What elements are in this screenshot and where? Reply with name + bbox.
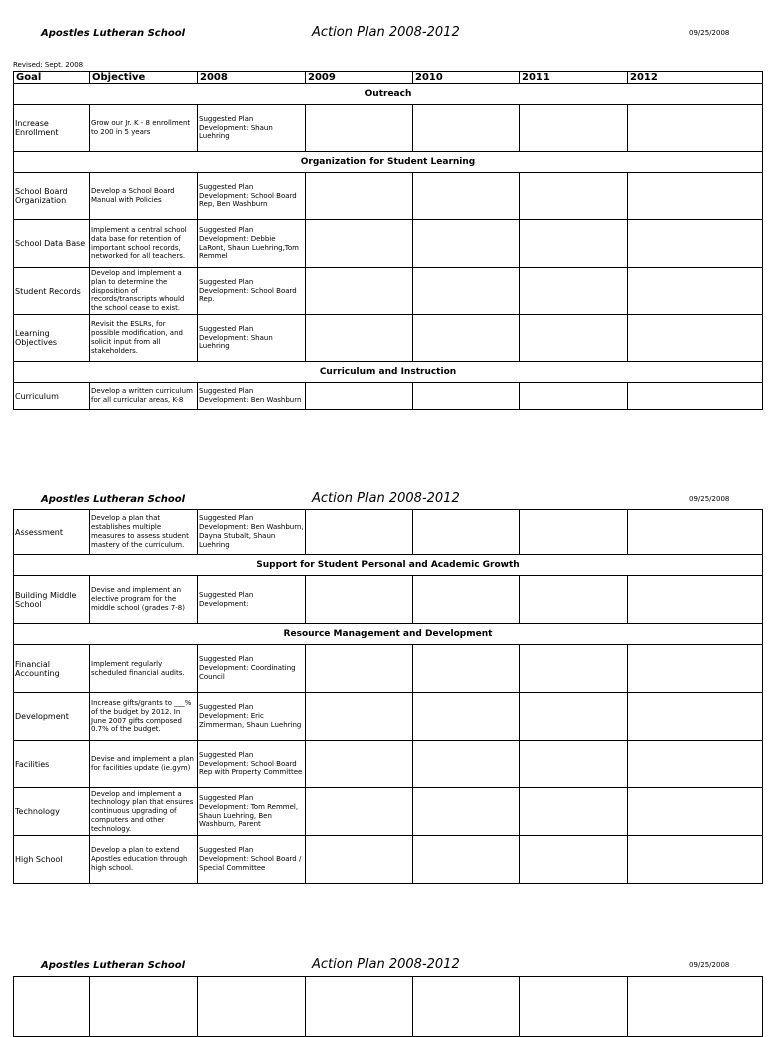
goal-cell: High School bbox=[14, 836, 90, 884]
plan-2008-cell: Suggested Plan Development: bbox=[198, 576, 306, 624]
section-title: Support for Student Personal and Academic Growth bbox=[14, 555, 763, 576]
plan-2008-cell: Suggested Plan Development: School Board Rep, Ben Washburn bbox=[198, 173, 306, 220]
plan-2009-cell bbox=[306, 383, 413, 410]
plan-2009-cell bbox=[306, 576, 413, 624]
objective-cell: Devise and implement a plan for facilities update (ie.gym) bbox=[90, 741, 198, 788]
plan-2008-cell: Suggested Plan Development: School Board / Special Committee bbox=[198, 836, 306, 884]
plan-2008-cell: Suggested Plan Development: Ben Washburn, Dayna Stubalt, Shaun Luehring bbox=[198, 510, 306, 555]
plan-2012-cell bbox=[628, 268, 763, 315]
plan-2008-cell: Suggested Plan Development: Coordinating Council bbox=[198, 645, 306, 693]
plan-2011-cell bbox=[520, 510, 628, 555]
plan-2008-cell: Suggested Plan Development: School Board Rep. bbox=[198, 268, 306, 315]
goal-cell: Financial Accounting bbox=[14, 645, 90, 693]
section-row bbox=[14, 84, 763, 105]
plan-2011-cell bbox=[520, 576, 628, 624]
plan-2010-cell bbox=[413, 977, 520, 1037]
goal-cell: Student Records bbox=[14, 268, 90, 315]
plan-2012-cell bbox=[628, 576, 763, 624]
goal-cell: Facilities bbox=[14, 741, 90, 788]
document-title: Action Plan 2008-2012 bbox=[312, 491, 460, 506]
column-header: Objective bbox=[90, 72, 198, 84]
objective-cell: Develop a School Board Manual with Policies bbox=[90, 173, 198, 220]
plan-2012-cell bbox=[628, 383, 763, 410]
section-row bbox=[14, 152, 763, 173]
objective-cell: Implement a central school data base for retention of important school records, networked for all teachers. bbox=[90, 220, 198, 268]
plan-2011-cell bbox=[520, 220, 628, 268]
plan-2008-cell: Suggested Plan Development: Tom Remmel, Shaun Luehring, Ben Washburn, Parent bbox=[198, 788, 306, 836]
plan-2012-cell bbox=[628, 788, 763, 836]
action-plan-table-2 bbox=[13, 509, 763, 884]
school-name: Apostles Lutheran School bbox=[41, 494, 186, 505]
plan-2009-cell bbox=[306, 788, 413, 836]
plan-2011-cell bbox=[520, 105, 628, 152]
plan-2010-cell bbox=[413, 645, 520, 693]
plan-2008-cell: Suggested Plan Development: Ben Washburn bbox=[198, 383, 306, 410]
plan-2009-cell bbox=[306, 977, 413, 1037]
column-header: Goal bbox=[14, 72, 90, 84]
table-row bbox=[14, 268, 763, 315]
column-header: 2012 bbox=[628, 72, 763, 84]
page-header-1 bbox=[0, 25, 768, 48]
plan-2010-cell bbox=[413, 693, 520, 741]
plan-2010-cell bbox=[413, 510, 520, 555]
document-date: 09/25/2008 bbox=[689, 495, 730, 503]
plan-2010-cell bbox=[413, 383, 520, 410]
table-row bbox=[14, 510, 763, 555]
column-header: 2008 bbox=[198, 72, 306, 84]
plan-2012-cell bbox=[628, 836, 763, 884]
objective-cell: Increase gifts/grants to ___% of the budget by 2012. In June 2007 gifts composed 0.7% of the budget. bbox=[90, 693, 198, 741]
plan-2008-cell: Suggested Plan Development: Debbie LaRont, Shaun Luehring,Tom Remmel bbox=[198, 220, 306, 268]
table-row bbox=[14, 315, 763, 362]
plan-2010-cell bbox=[413, 105, 520, 152]
section-title: Resource Management and Development bbox=[14, 624, 763, 645]
plan-2011-cell bbox=[520, 788, 628, 836]
plan-2012-cell bbox=[628, 741, 763, 788]
objective-cell: Implement regularly scheduled financial audits. bbox=[90, 645, 198, 693]
table-row bbox=[14, 741, 763, 788]
plan-2008-cell: Suggested Plan Development: Shaun Luehring bbox=[198, 315, 306, 362]
goal-cell: Assessment bbox=[14, 510, 90, 555]
plan-2010-cell bbox=[413, 788, 520, 836]
plan-2010-cell bbox=[413, 836, 520, 884]
section-row bbox=[14, 362, 763, 383]
plan-2009-cell bbox=[306, 173, 413, 220]
section-title: Curriculum and Instruction bbox=[14, 362, 763, 383]
plan-2010-cell bbox=[413, 173, 520, 220]
objective-cell: Develop and implement a plan to determine the disposition of records/transcripts whould the school cease to exist. bbox=[90, 268, 198, 315]
plan-2009-cell bbox=[306, 315, 413, 362]
table-row bbox=[14, 173, 763, 220]
goal-cell: School Data Base bbox=[14, 220, 90, 268]
plan-2012-cell bbox=[628, 173, 763, 220]
goal-cell: Increase Enrollment bbox=[14, 105, 90, 152]
plan-2012-cell bbox=[628, 220, 763, 268]
plan-2011-cell bbox=[520, 741, 628, 788]
objective-cell: Revisit the ESLRs, for possible modification, and solicit input from all stakeholders. bbox=[90, 315, 198, 362]
document-date: 09/25/2008 bbox=[689, 29, 730, 37]
goal-cell: School Board Organization bbox=[14, 173, 90, 220]
plan-2010-cell bbox=[413, 220, 520, 268]
column-header-row bbox=[14, 72, 763, 84]
objective-cell: Develop a written curriculum for all curricular areas, K-8 bbox=[90, 383, 198, 410]
plan-2012-cell bbox=[628, 693, 763, 741]
objective-cell: Develop and implement a technology plan that ensures continuous upgrading of computers and other technology. bbox=[90, 788, 198, 836]
table-row bbox=[14, 220, 763, 268]
table-row bbox=[14, 836, 763, 884]
plan-2012-cell bbox=[628, 510, 763, 555]
document-date: 09/25/2008 bbox=[689, 961, 730, 969]
goal-cell bbox=[14, 977, 90, 1037]
plan-2012-cell bbox=[628, 105, 763, 152]
plan-2009-cell bbox=[306, 220, 413, 268]
plan-2011-cell bbox=[520, 645, 628, 693]
goal-cell: Development bbox=[14, 693, 90, 741]
table-row bbox=[14, 977, 763, 1037]
plan-2011-cell bbox=[520, 268, 628, 315]
goal-cell: Building Middle School bbox=[14, 576, 90, 624]
action-plan-table-1 bbox=[13, 71, 763, 410]
plan-2009-cell bbox=[306, 105, 413, 152]
plan-2010-cell bbox=[413, 741, 520, 788]
column-header: 2010 bbox=[413, 72, 520, 84]
section-title: Outreach bbox=[14, 84, 763, 105]
school-name: Apostles Lutheran School bbox=[41, 28, 186, 39]
document-title: Action Plan 2008-2012 bbox=[312, 957, 460, 972]
column-header: 2011 bbox=[520, 72, 628, 84]
goal-cell: Learning Objectives bbox=[14, 315, 90, 362]
plan-2012-cell bbox=[628, 977, 763, 1037]
plan-2009-cell bbox=[306, 741, 413, 788]
plan-2011-cell bbox=[520, 315, 628, 362]
table-row bbox=[14, 693, 763, 741]
action-plan-table-3 bbox=[13, 976, 763, 1037]
plan-2012-cell bbox=[628, 315, 763, 362]
section-row bbox=[14, 624, 763, 645]
plan-2011-cell bbox=[520, 173, 628, 220]
plan-2008-cell: Suggested Plan Development: School Board Rep with Property Committee bbox=[198, 741, 306, 788]
plan-2010-cell bbox=[413, 315, 520, 362]
plan-2009-cell bbox=[306, 268, 413, 315]
objective-cell: Develop a plan that establishes multiple measures to assess student mastery of the curriculum. bbox=[90, 510, 198, 555]
plan-2011-cell bbox=[520, 693, 628, 741]
document-title: Action Plan 2008-2012 bbox=[312, 25, 460, 40]
table-row bbox=[14, 645, 763, 693]
plan-2011-cell bbox=[520, 836, 628, 884]
revised-note: Revised: Sept. 2008 bbox=[13, 61, 84, 69]
plan-2008-cell: Suggested Plan Development: Shaun Luehring bbox=[198, 105, 306, 152]
plan-2008-cell: Suggested Plan Development: Eric Zimmerman, Shaun Luehring bbox=[198, 693, 306, 741]
table-row bbox=[14, 788, 763, 836]
objective-cell: Develop a plan to extend Apostles education through high school. bbox=[90, 836, 198, 884]
section-row bbox=[14, 555, 763, 576]
plan-2009-cell bbox=[306, 645, 413, 693]
plan-2011-cell bbox=[520, 383, 628, 410]
goal-cell: Curriculum bbox=[14, 383, 90, 410]
table-row bbox=[14, 383, 763, 410]
school-name: Apostles Lutheran School bbox=[41, 960, 186, 971]
column-header: 2009 bbox=[306, 72, 413, 84]
goal-cell: Technology bbox=[14, 788, 90, 836]
plan-2010-cell bbox=[413, 576, 520, 624]
section-title: Organization for Student Learning bbox=[14, 152, 763, 173]
objective-cell: Devise and implement an elective program for the middle school (grades 7-8) bbox=[90, 576, 198, 624]
plan-2010-cell bbox=[413, 268, 520, 315]
plan-2009-cell bbox=[306, 510, 413, 555]
plan-2009-cell bbox=[306, 693, 413, 741]
plan-2012-cell bbox=[628, 645, 763, 693]
table-row bbox=[14, 105, 763, 152]
table-row bbox=[14, 576, 763, 624]
plan-2008-cell bbox=[198, 977, 306, 1037]
objective-cell bbox=[90, 977, 198, 1037]
plan-2011-cell bbox=[520, 977, 628, 1037]
plan-2009-cell bbox=[306, 836, 413, 884]
objective-cell: Grow our Jr. K - 8 enrollment to 200 in 5 years bbox=[90, 105, 198, 152]
